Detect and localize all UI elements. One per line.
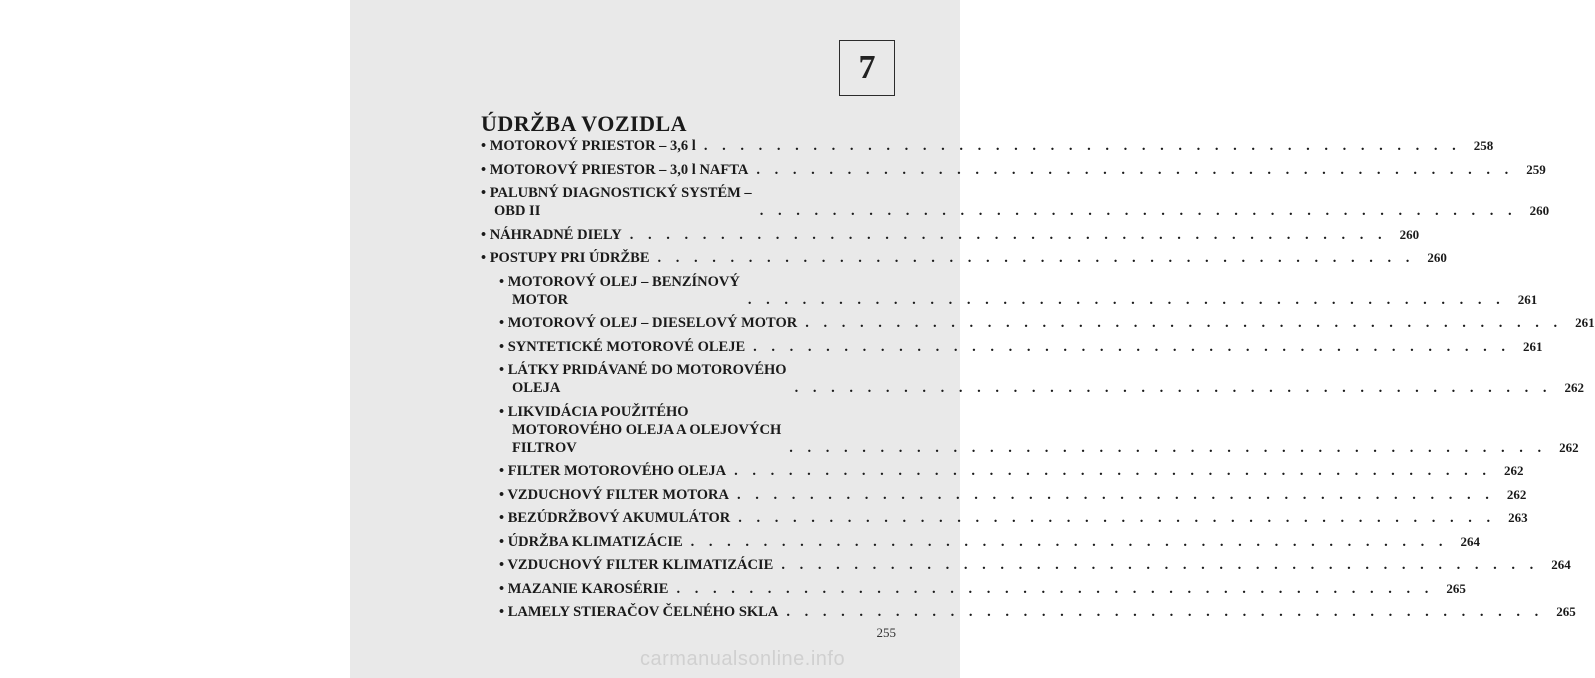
toc-page-number: 260 [1529,203,1550,218]
toc-subentry[interactable] [481,273,1538,309]
dot-leader: . . . . . . . . . . . . . . . . . . . . . . . . . . . . . . . . . . . . . . . . . . [703,138,1462,154]
toc-entry-text: • MOTOROVÝ PRIESTOR – 3,0 l NAFTA [481,161,749,178]
toc-entry[interactable] [481,184,1550,220]
toc-page-number: 260 [1427,250,1447,265]
toc-entry-text: • POSTUPY PRI ÚDRŽBE [481,250,650,266]
toc-page-number: 263 [1508,510,1528,525]
dot-leader: . . . . . . . . . . . . . . . . . . . . . . . . . . . . . . . . . . . . . . . . . . [738,510,1496,526]
toc-page-number: 262 [1564,380,1584,395]
dot-leader: . . . . . . . . . . . . . . . . . . . . . . . . . . . . . . . . . . . . . . . . . . [756,161,1514,178]
chapter-number-box [839,40,895,96]
dot-leader: . . . . . . . . . . . . . . . . . . . . . . . . . . . . . . . . . . . . . . . . . . [737,486,1495,503]
toc-subentry[interactable] [481,462,1524,480]
toc-entry-text: • PALUBNÝ DIAGNOSTICKÝ SYSTÉM – [481,185,752,201]
toc-page-number: 259 [1526,161,1546,177]
toc-subentry[interactable] [481,361,1584,397]
toc-entry[interactable] [481,137,1494,155]
toc-page-number: 262 [1506,486,1527,502]
watermark: carmanualsonline.info [640,648,846,670]
dot-leader: . . . . . . . . . . . . . . . . . . . . . . . . . . . . . . . . . . . . . . . . . . [629,226,1388,243]
toc-entry-text: • VZDUCHOVÝ FILTER MOTORA [499,486,729,503]
toc-entry-text: • LIKVIDÁCIA POUŽITÉHO [499,403,689,420]
toc-entry-text: • VZDUCHOVÝ FILTER KLIMATIZÁCIE [499,557,774,573]
toc-entry-text: • FILTER MOTOROVÉHO OLEJA [499,463,727,479]
toc-subentry[interactable] [481,509,1528,527]
toc-entry[interactable] [481,226,1420,244]
toc-subentry[interactable] [481,533,1481,551]
toc-entry-text: • MOTOROVÝ OLEJ – BENZÍNOVÝ [499,273,740,290]
toc-page-number: 261 [1517,291,1538,307]
toc-entry-text: • SYNTETICKÉ MOTOROVÉ OLEJE [499,338,746,355]
toc-entry-text: • LAMELY STIERAČOV ČELNÉHO SKLA [499,604,779,620]
toc-entry-text: • ÚDRŽBA KLIMATIZÁCIE [499,533,683,550]
chapter-number: 7 [858,49,876,86]
dot-leader: . . . . . . . . . . . . . . . . . . . . . . . . . . . . . . . . . . . . . . . . . . [690,533,1449,550]
toc-page-number: 264 [1551,557,1571,572]
toc-page-number: 264 [1460,533,1481,549]
toc-entry-text: • NÁHRADNÉ DIELY [481,226,622,243]
dot-leader: . . . . . . . . . . . . . . . . . . . . . . . . . . . . . . . . . . . . . . . . . . [747,291,1506,308]
toc-subentry[interactable] [481,580,1466,598]
blank-left-page [0,0,350,678]
dot-leader: . . . . . . . . . . . . . . . . . . . . . . . . . . . . . . . . . . . . . . . . . . [794,380,1552,396]
dot-leader: . . . . . . . . . . . . . . . . . . . . . . . . . . . . . . . . . . . . . . . . . . [753,338,1511,355]
toc-entry[interactable] [481,249,1447,267]
toc-subentry[interactable] [481,314,1595,332]
toc-subentry[interactable] [481,603,1576,621]
toc-entry-text-continued: MOTOROVÉHO OLEJA A OLEJOVÝCH [512,421,782,438]
toc-page-number: 265 [1446,580,1466,596]
toc-entry-text: • MAZANIE KAROSÉRIE [499,580,669,597]
dot-leader: . . . . . . . . . . . . . . . . . . . . . . . . . . . . . . . . . . . . . . . . . . [805,315,1563,331]
toc-title: ÚDRŽBA VOZIDLA [481,111,688,136]
toc-entry-text: • LÁTKY PRIDÁVANÉ DO MOTOROVÉHO [499,362,787,378]
toc-page-number: 258 [1473,138,1494,153]
page-number: 255 [876,625,896,640]
toc-page-number: 265 [1556,604,1576,619]
toc-entry-text-continued: MOTOR [512,291,569,308]
toc-subentry[interactable] [481,486,1527,504]
toc-entry-text: • MOTOROVÝ PRIESTOR – 3,6 l [481,138,696,154]
dot-leader: . . . . . . . . . . . . . . . . . . . . . . . . . . . . . . . . . . . . . . . . . . [734,463,1492,479]
toc-entry-text: • BEZÚDRŽBOVÝ AKUMULÁTOR [499,510,731,526]
toc-page-number: 262 [1503,463,1524,478]
toc-entry-text-continued: FILTROV [512,439,577,456]
toc-entry-text-continued: OLEJA [512,380,561,396]
toc-entry-text-continued: OBD II [494,203,541,219]
table-of-contents [481,111,1595,627]
toc-page-number: 261 [1523,338,1543,354]
dot-leader: . . . . . . . . . . . . . . . . . . . . . . . . . . . . . . . . . . . . . . . . . . [657,250,1415,266]
toc-subentry[interactable] [481,403,1579,457]
dot-leader: . . . . . . . . . . . . . . . . . . . . . . . . . . . . . . . . . . . . . . . . . . [786,604,1544,620]
toc-entry[interactable] [481,161,1546,179]
dot-leader: . . . . . . . . . . . . . . . . . . . . . . . . . . . . . . . . . . . . . . . . . . [781,557,1539,573]
dot-leader: . . . . . . . . . . . . . . . . . . . . . . . . . . . . . . . . . . . . . . . . . . [759,203,1518,219]
dot-leader: . . . . . . . . . . . . . . . . . . . . . . . . . . . . . . . . . . . . . . . . . . [789,439,1547,456]
toc-page-number: 261 [1575,315,1595,330]
toc-subentry[interactable] [481,338,1543,356]
toc-subentry[interactable] [481,556,1571,574]
toc-page-number: 262 [1559,439,1579,455]
dot-leader: . . . . . . . . . . . . . . . . . . . . . . . . . . . . . . . . . . . . . . . . . . [676,580,1434,597]
toc-page-number: 260 [1399,226,1420,242]
toc-entry-text: • MOTOROVÝ OLEJ – DIESELOVÝ MOTOR [499,315,798,331]
